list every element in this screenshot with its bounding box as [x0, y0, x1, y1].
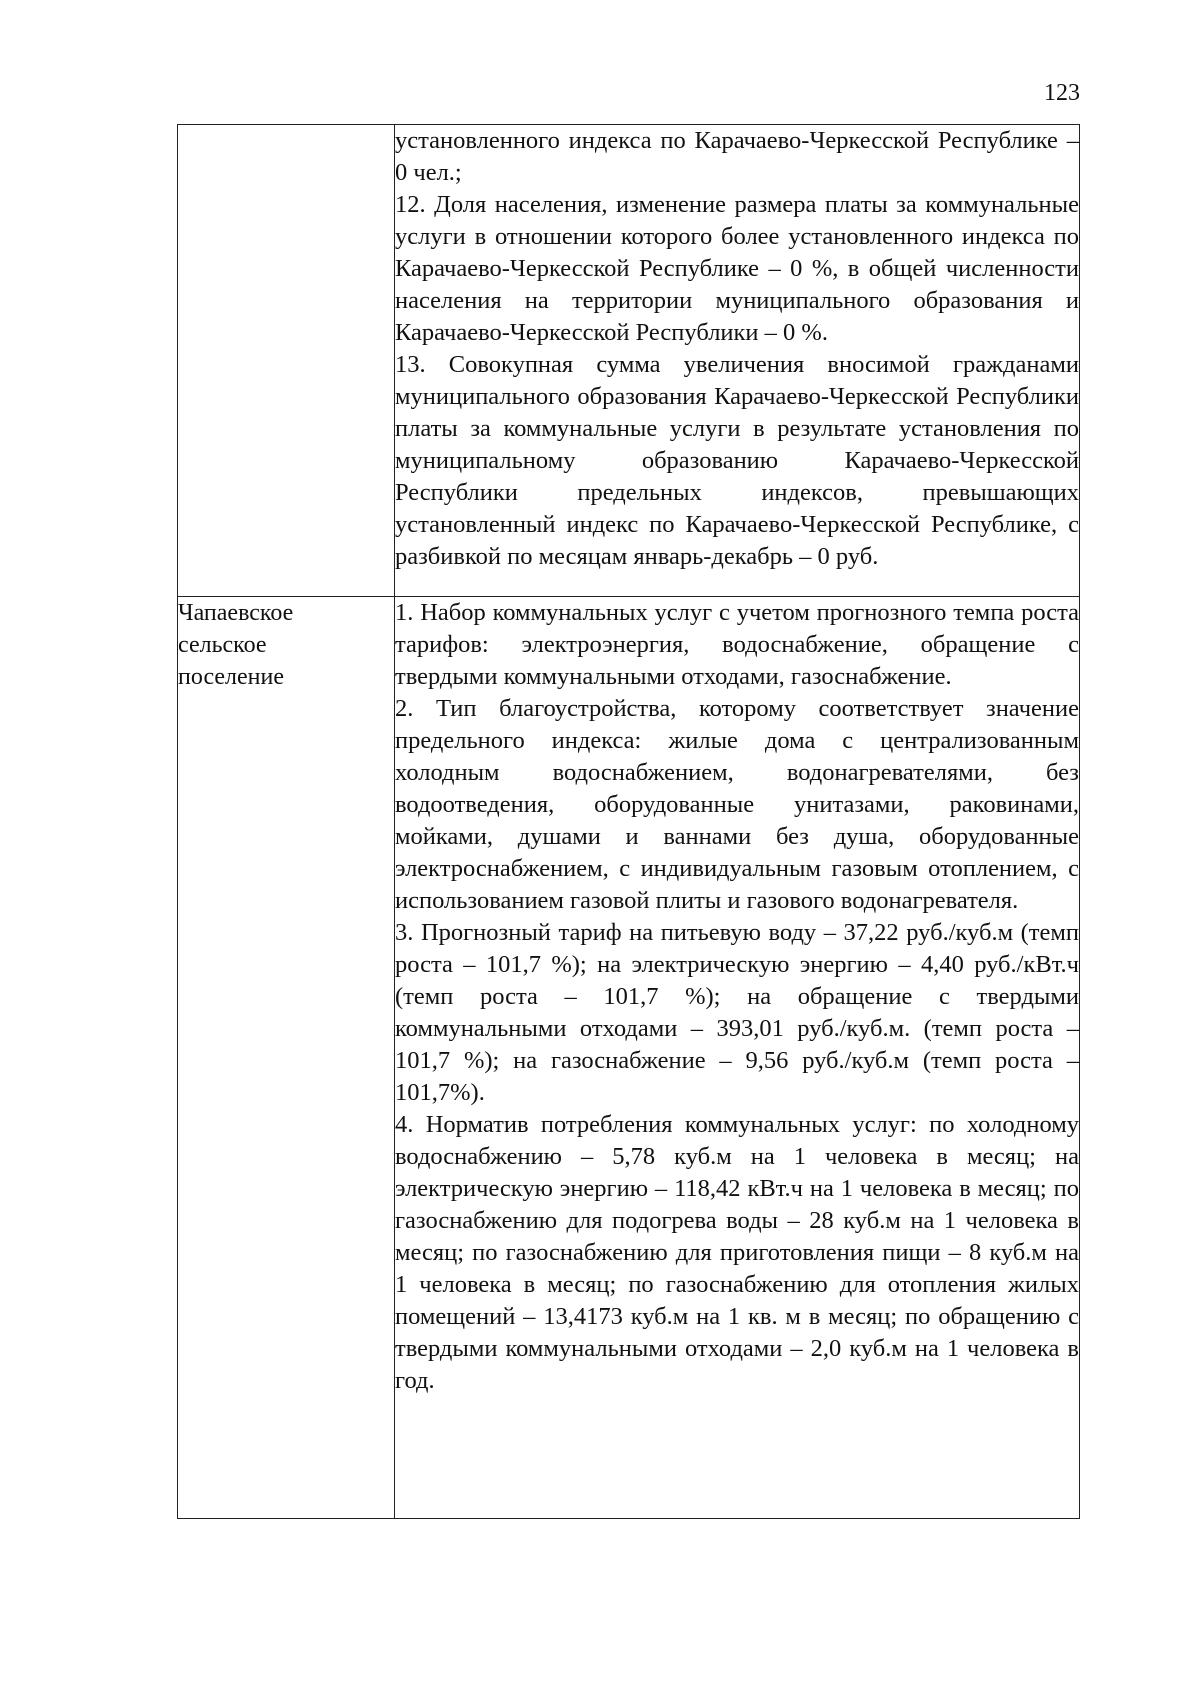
municipality-cell-empty	[178, 125, 395, 597]
municipality-name-line-1: Чапаевское	[178, 600, 294, 626]
table-row-continued	[178, 125, 1080, 597]
indicator-paragraph-4: 4. Норматив потребления коммунальных услуг: по холодному водоснабжению – 5,78 куб.м на 1 человека в месяц; на электрическую энергию – 118,42 кВт.ч на 1 человека в месяц; по газоснабжению для подогрева воды – 28 куб.м на 1 человека в месяц; по газоснабжению для приготовления пищи – 8 куб.м на 1 человека в месяц; по газоснабжению для отопления жилых помещений – 13,4173 куб.м на 1 кв. м в месяц; по обращению с твердыми коммунальными отходами – 2,0 куб.м на 1 человека в год.	[395, 1111, 1079, 1394]
indicator-paragraph-1: 1. Набор коммунальных услуг с учетом прогнозного темпа роста тарифов: электроэнергия, водоснабжение, обращение с твердыми коммунальными отходами, газоснабжение.	[395, 599, 1079, 690]
indicator-paragraph-13: 13. Совокупная сумма увеличения вносимой гражданами муниципального образования Карачаево-Черкесской Республики платы за коммунальные услуги в результате установления по муниципальному образованию Карачаево-Черкесской Республики предельных индексов, превышающих установленный индекс по Карачаево-Черкесской Республике, с разбивкой по месяцам январь-декабрь – 0 руб.	[395, 351, 1079, 570]
municipality-name-line-3: поселение	[178, 664, 285, 690]
indices-table	[177, 124, 1080, 1519]
municipality-cell	[178, 597, 395, 1519]
indicators-cell-continued	[395, 125, 1080, 597]
indicators-cell	[395, 597, 1080, 1519]
indicator-paragraph-12: 12. Доля населения, изменение размера платы за коммунальные услуги в отношении которого более установленного индекса по Карачаево-Черкесской Республике – 0 %, в общей численности населения на территории муниципального образования и Карачаево-Черкесской Республики – 0 %.	[395, 191, 1079, 346]
indicator-paragraph-11-end: установленного индекса по Карачаево-Черкесской Республике – 0 чел.;	[395, 127, 1079, 186]
indicator-paragraph-2: 2. Тип благоустройства, которому соответствует значение предельного индекса: жилые дома с централизованным холодным водоснабжением, водонагревателями, без водоотведения, оборудованные унитазами, раковинами, мойками, душами и ваннами без душа, оборудованные электроснабжением, с индивидуальным газовым отоплением, с использованием газовой плиты и газового водонагревателя.	[395, 695, 1079, 914]
table-row-chapaevskoe	[178, 597, 1080, 1519]
municipality-name-line-2: сельское	[178, 632, 267, 658]
page-number: 123	[1044, 80, 1080, 106]
indicator-paragraph-3: 3. Прогнозный тариф на питьевую воду – 37,22 руб./куб.м (темп роста – 101,7 %); на электрическую энергию – 4,40 руб./кВт.ч (темп роста – 101,7 %); на обращение с твердыми коммунальными отходами – 393,01 руб./куб.м. (темп роста – 101,7 %); на газоснабжение – 9,56 руб./куб.м (темп роста – 101,7%).	[395, 919, 1079, 1106]
